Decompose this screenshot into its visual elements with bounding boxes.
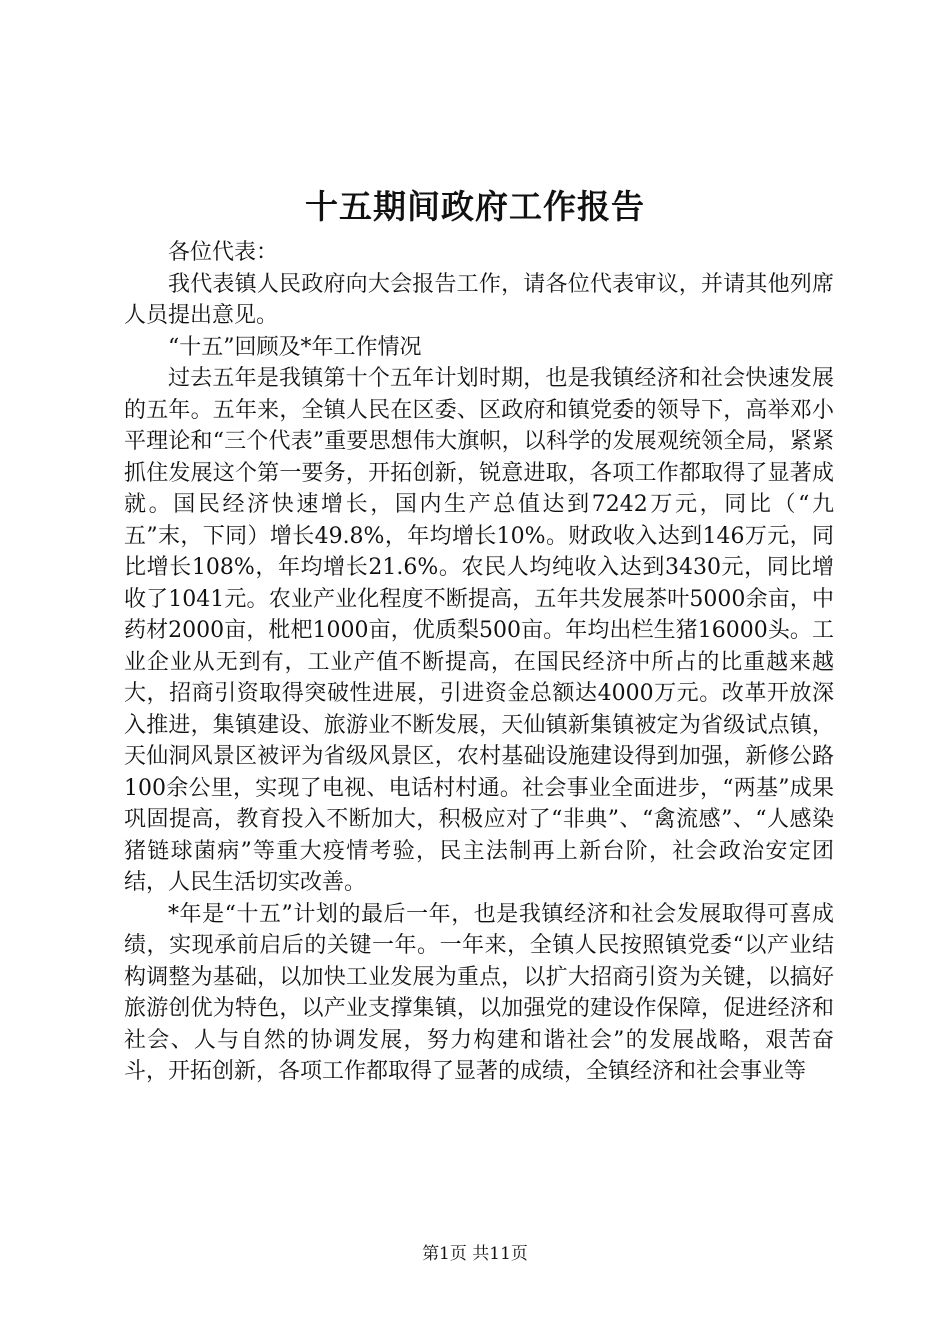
section-heading: “十五”回顾及*年工作情况 [168,334,422,360]
current-year-paragraph: *年是“十五”计划的最后一年，也是我镇经济和社会发展取得可喜成绩，实现承前启后的关键一年。一年来，全镇人民按照镇党委“以产业结构调整为基础，以加快工业发展为重点，以扩大招商引资为关键，以搞好旅游创优为特色，以产业支撑集镇，以加强党的建设作保障，促进经济和社会、人与自然的协调发展，努力构建和谐社会”的发展战略，艰苦奋斗，开拓创新，各项工作都取得了显著的成绩，全镇经济和社会事业等 [124,901,834,1084]
intro-paragraph: 我代表镇人民政府向大会报告工作，请各位代表审议，并请其他列席人员提出意见。 [124,271,834,328]
review-paragraph: 过去五年是我镇第十个五年计划时期，也是我镇经济和社会快速发展的五年。五年来，全镇人民在区委、区政府和镇党委的领导下，高举邓小平理论和“三个代表”重要思想伟大旗帜，以科学的发展观统领全局，紧紧抓住发展这个第一要务，开拓创新，锐意进取，各项工作都取得了显著成就。国民经济快速增长，国内生产总值达到7242万元，同比（“九五”末，下同）增长49.8%，年均增长10%。财政收入达到146万元，同比增长108%，年均增长21.6%。农民人均纯收入达到3430元，同比增收了1041元。农业产业化程度不断提高，五年共发展茶叶5000余亩，中药材2000亩，枇杷1000亩，优质梨500亩。年均出栏生猪16000头。工业企业从无到有，工业产值不断提高，在国民经济中所占的比重越来越大，招商引资取得突破性进展，引进资金总额达4000万元。改革开放深入推进，集镇建设、旅游业不断发展，天仙镇新集镇被定为省级试点镇，天仙洞风景区被评为省级风景区，农村基础设施建设得到加强，新修公路100余公里，实现了电视、电话村村通。社会事业全面进步，“两基”成果巩固提高，教育投入不断加大，积极应对了“非典”、“禽流感”、“人感染猪链球菌病”等重大疫情考验，民主法制再上新台阶，社会政治安定团结，人民生活切实改善。 [124,366,834,895]
page-number-footer: 第1页 共11页 [422,1244,528,1264]
document-title: 十五期间政府工作报告 [305,187,645,226]
salutation-paragraph: 各位代表： [168,240,279,265]
document-body [124,237,834,1088]
